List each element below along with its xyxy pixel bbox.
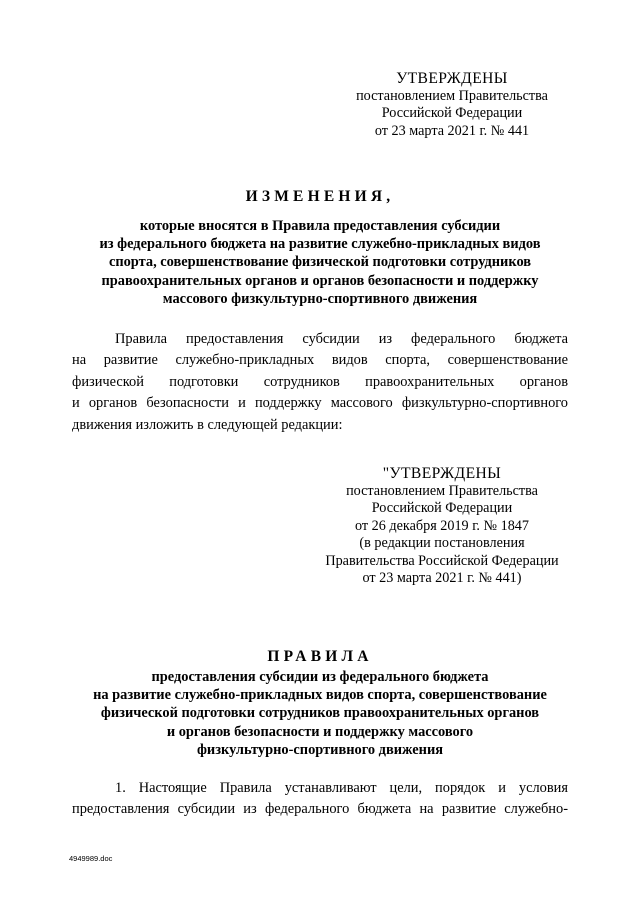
- approval-line: Правительства Российской Федерации: [325, 552, 559, 569]
- approval-line: от 23 марта 2021 г. № 441): [362, 570, 522, 587]
- subtitle-line: спорта, совершенствование физической подготовки сотрудников: [108, 254, 532, 271]
- rules-heading: ПРАВИЛА: [267, 648, 373, 665]
- subtitle-line: физической подготовки сотрудников правоохранительных органов: [100, 705, 540, 722]
- approval-line: (в редакции постановления: [359, 535, 525, 552]
- approval-block-top: [322, 69, 582, 140]
- changes-paragraph: [72, 329, 568, 436]
- subtitle-line: и органов безопасности и поддержку массового: [166, 723, 474, 740]
- paragraph-line: 1. Настоящие Правила устанавливают цели, порядок и условия: [115, 780, 568, 796]
- approval-title: "УТВЕРЖДЕНЫ: [382, 465, 502, 482]
- paragraph-line: физической подготовки сотрудников правоохранительных органов: [72, 373, 568, 390]
- approval-line: от 23 марта 2021 г. № 441: [374, 122, 530, 139]
- approval-line: постановлением Правительства: [346, 483, 538, 499]
- subtitle-line: массового физкультурно-спортивного движения: [162, 290, 478, 307]
- changes-subtitle: [70, 217, 570, 308]
- paragraph-line: предоставления субсидии из федерального бюджета на развитие служебно-: [72, 801, 568, 818]
- approval-line: Российской Федерации: [381, 105, 523, 122]
- approval-line: от 26 декабря 2019 г. № 1847: [355, 517, 529, 534]
- subtitle-line: предоставления субсидии из федерального бюджета: [151, 669, 489, 685]
- subtitle-line: из федерального бюджета на развитие служебно-прикладных видов: [99, 236, 541, 253]
- approval-line: Российской Федерации: [371, 500, 513, 517]
- approval-line: постановлением Правительства: [356, 88, 548, 104]
- subtitle-line: физкультурно-спортивного движения: [196, 741, 444, 758]
- subtitle-line: на развитие служебно-прикладных видов спорта, совершенствование: [93, 687, 547, 704]
- paragraph-line: движения изложить в следующей редакции:: [72, 416, 343, 433]
- approval-title: УТВЕРЖДЕНЫ: [396, 70, 508, 87]
- document-code: 4949989.doc: [69, 854, 113, 863]
- rules-paragraph: [72, 778, 568, 821]
- paragraph-line: и органов безопасности и поддержку массового физкультурно-спортивного: [72, 395, 568, 412]
- approval-block-quoted: [307, 464, 577, 587]
- changes-heading: ИЗМЕНЕНИЯ,: [245, 188, 395, 205]
- subtitle-line: которые вносятся в Правила предоставления субсидии: [139, 218, 501, 234]
- rules-subtitle: [70, 668, 570, 759]
- paragraph-line: Правила предоставления субсидии из федерального бюджета: [115, 331, 568, 347]
- paragraph-line: на развитие служебно-прикладных видов спорта, совершенствование: [72, 352, 568, 369]
- subtitle-line: правоохранительных органов и органов безопасности и поддержку: [101, 272, 539, 289]
